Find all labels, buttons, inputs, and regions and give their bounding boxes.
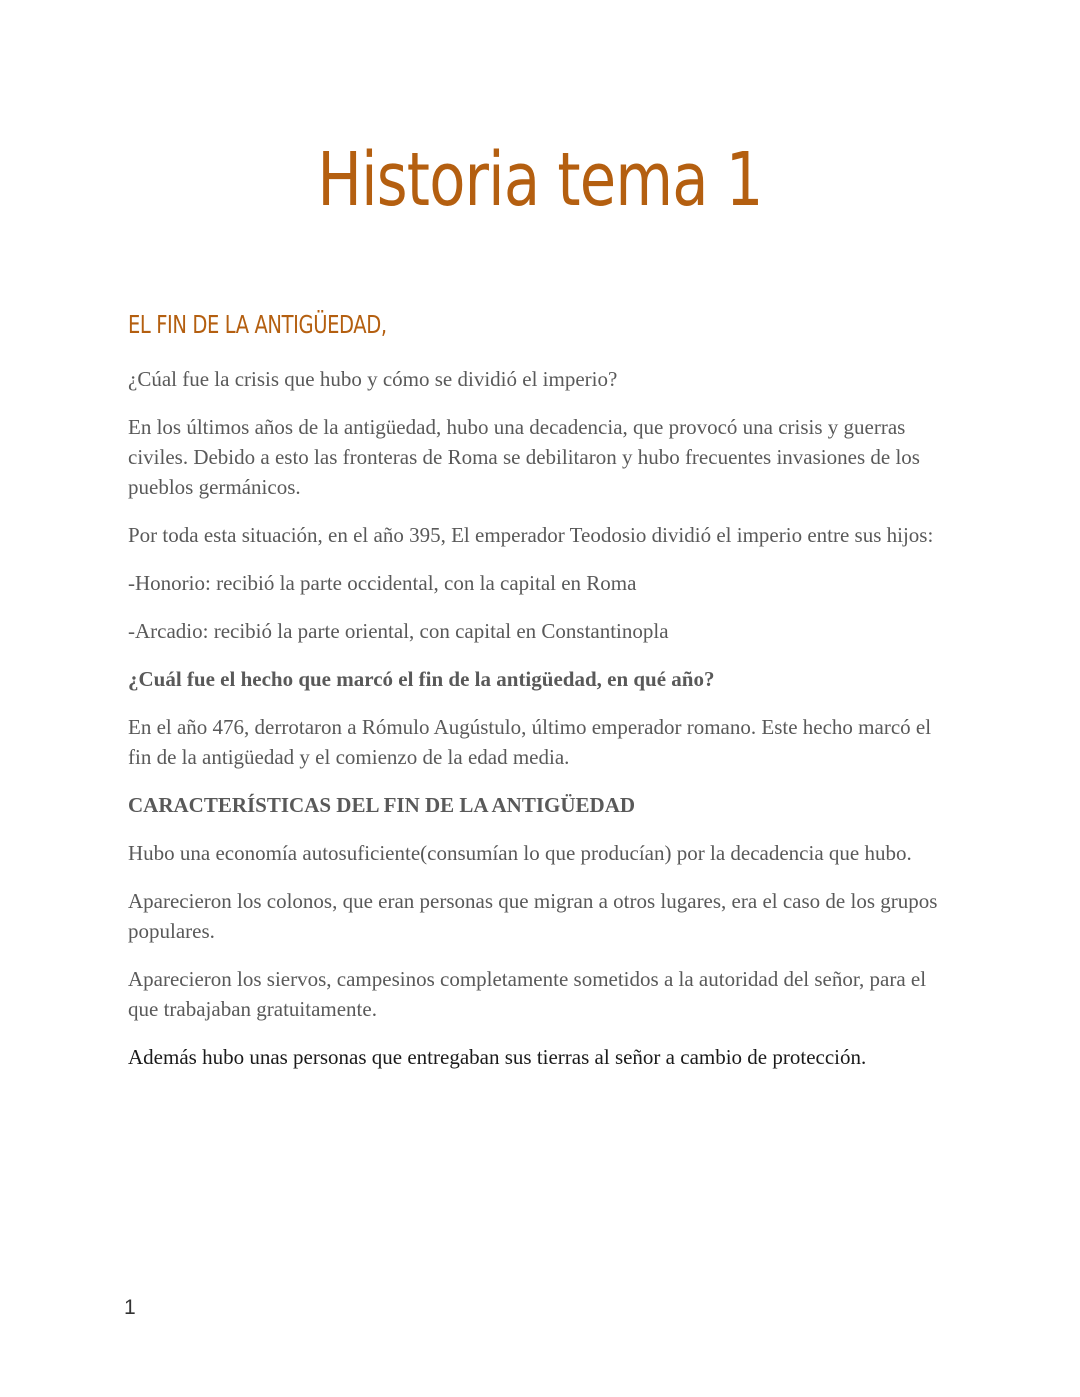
body-paragraph: En el año 476, derrotaron a Rómulo Augústulo, último emperador romano. Este hecho marcó el fin de la antigüedad y el comienzo de la edad media.	[128, 715, 932, 769]
bold-question: ¿Cuál fue el hecho que marcó el fin de la antigüedad, en qué año?	[128, 667, 715, 691]
body-paragraph: Hubo una economía autosuficiente(consumían lo que producían) por la decadencia que hubo.	[128, 841, 912, 865]
page-number: 1	[124, 1296, 136, 1319]
body-paragraph-dark: Además hubo unas personas que entregaban sus tierras al señor a cambio de protección.	[128, 1045, 867, 1069]
body-paragraph: Por toda esta situación, en el año 395, El emperador Teodosio dividió el imperio entre sus hijos:	[128, 523, 934, 547]
list-item-arcadio: -Arcadio: recibió la parte oriental, con capital en Constantinopla	[128, 619, 669, 643]
body-paragraph: Aparecieron los colonos, que eran personas que migran a otros lugares, era el caso de los grupos populares.	[128, 889, 938, 943]
body-paragraph: Aparecieron los siervos, campesinos completamente sometidos a la autoridad del señor, para el que trabajaban gratuitamente.	[128, 967, 927, 1021]
document-title: Historia tema 1	[317, 137, 763, 223]
section-heading: EL FIN DE LA ANTIGÜEDAD,	[128, 310, 387, 339]
subheading-characteristics: CARACTERÍSTICAS DEL FIN DE LA ANTIGÜEDAD	[128, 793, 636, 817]
body-paragraph: En los últimos años de la antigüedad, hubo una decadencia, que provocó una crisis y guerras civiles. Debido a esto las fronteras de Roma se debilitaron y hubo frecuentes invasiones de los pueblos germánicos.	[128, 415, 920, 499]
question-paragraph: ¿Cúal fue la crisis que hubo y cómo se dividió el imperio?	[128, 367, 618, 391]
document-body	[128, 364, 958, 1090]
list-item-honorio: -Honorio: recibió la parte occidental, con la capital en Roma	[128, 571, 637, 595]
